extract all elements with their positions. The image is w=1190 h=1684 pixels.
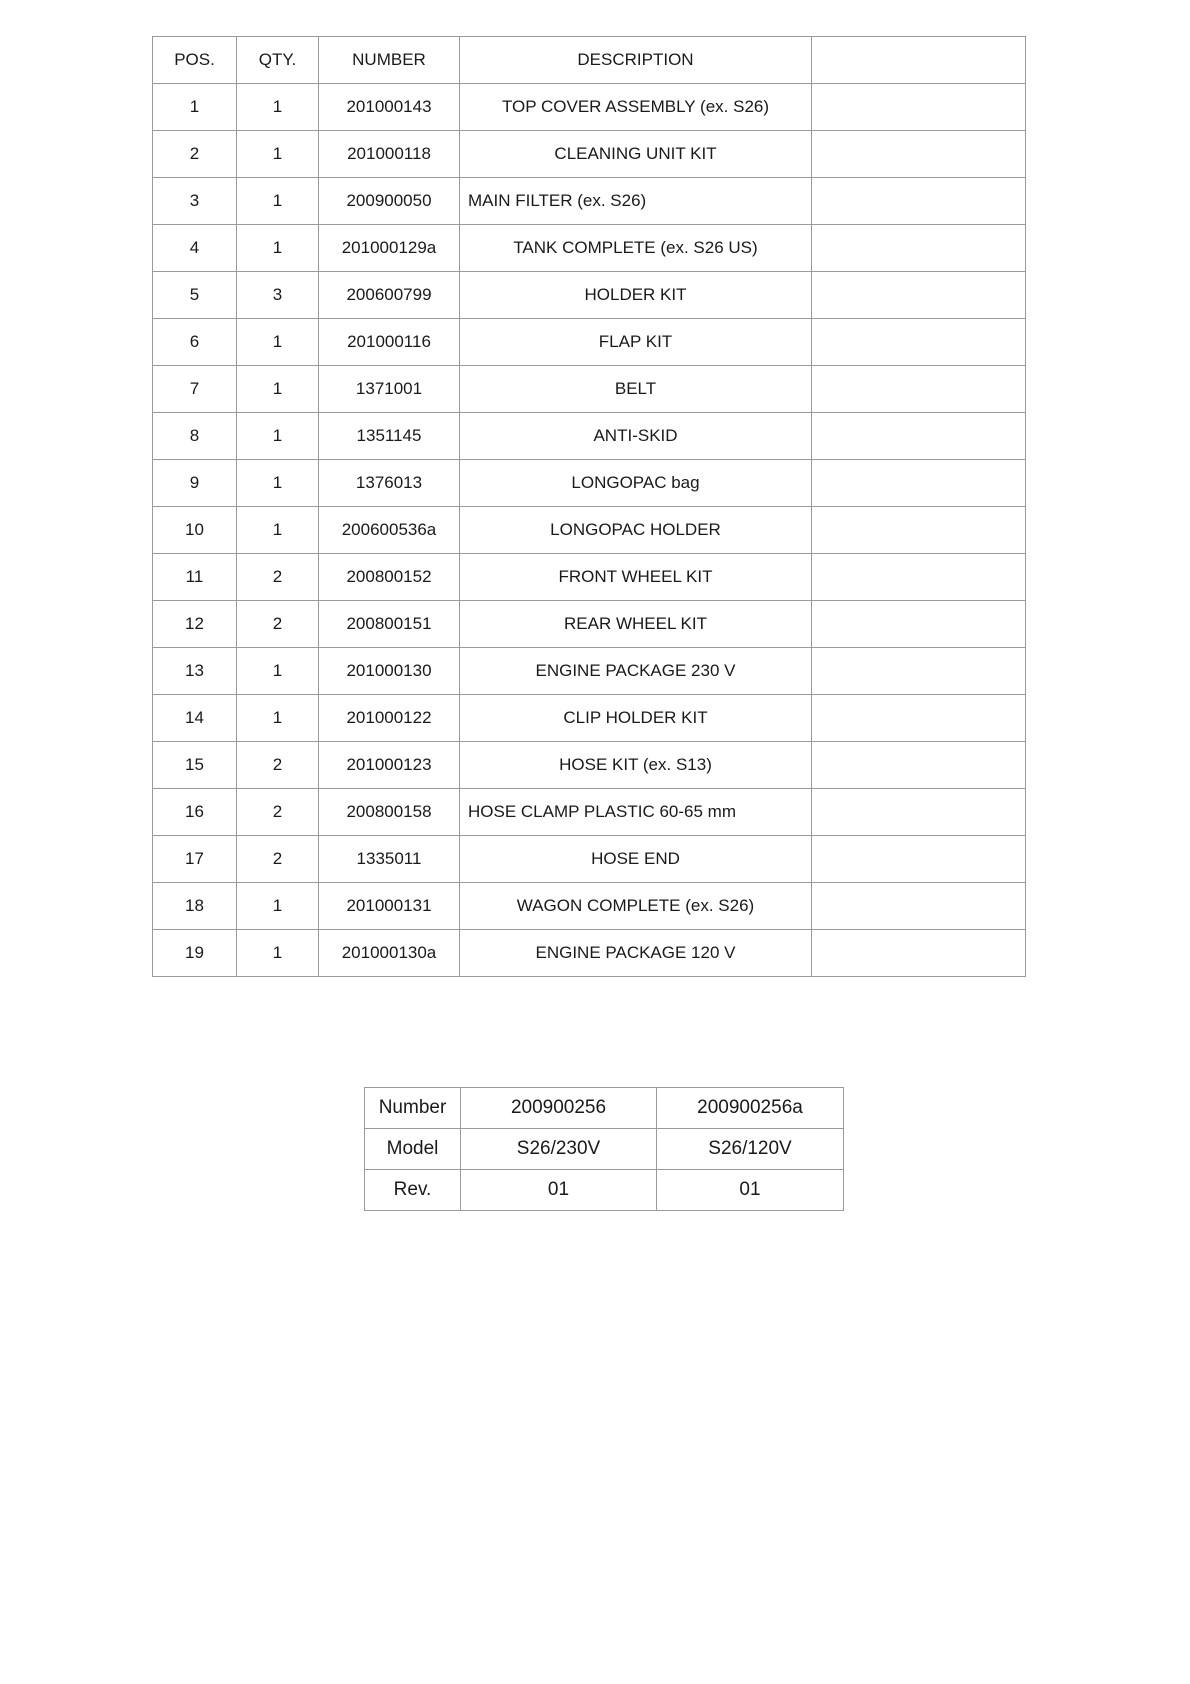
cell-blank	[812, 648, 1026, 695]
cell-blank	[812, 272, 1026, 319]
cell-pos: 1	[153, 84, 237, 131]
cell-number: 200900050	[319, 178, 460, 225]
info-row	[365, 1129, 844, 1170]
cell-blank	[812, 507, 1026, 554]
cell-pos: 12	[153, 601, 237, 648]
table-row	[153, 319, 1026, 366]
table-row	[153, 225, 1026, 272]
cell-blank	[812, 554, 1026, 601]
model-info-body	[365, 1088, 844, 1211]
cell-number: 1351145	[319, 413, 460, 460]
cell-number: 201000131	[319, 883, 460, 930]
cell-number: 201000129a	[319, 225, 460, 272]
table-row	[153, 366, 1026, 413]
cell-pos: 6	[153, 319, 237, 366]
cell-description: TOP COVER ASSEMBLY (ex. S26)	[460, 84, 812, 131]
cell-pos: 19	[153, 930, 237, 977]
cell-description: ENGINE PACKAGE 230 V	[460, 648, 812, 695]
cell-blank	[812, 883, 1026, 930]
table-row	[153, 648, 1026, 695]
model-info-table	[364, 1087, 844, 1211]
cell-qty: 1	[237, 84, 319, 131]
cell-number: 201000143	[319, 84, 460, 131]
cell-description: HOSE CLAMP PLASTIC 60-65 mm	[460, 789, 812, 836]
cell-number: 201000123	[319, 742, 460, 789]
cell-description: CLEANING UNIT KIT	[460, 131, 812, 178]
cell-description: BELT	[460, 366, 812, 413]
cell-number: 200800152	[319, 554, 460, 601]
cell-blank	[812, 601, 1026, 648]
cell-pos: 10	[153, 507, 237, 554]
table-row	[153, 272, 1026, 319]
cell-qty: 1	[237, 507, 319, 554]
cell-pos: 11	[153, 554, 237, 601]
cell-qty: 1	[237, 413, 319, 460]
header-number: NUMBER	[319, 37, 460, 84]
cell-qty: 3	[237, 272, 319, 319]
cell-blank	[812, 742, 1026, 789]
cell-description: HOLDER KIT	[460, 272, 812, 319]
table-row	[153, 460, 1026, 507]
cell-pos: 4	[153, 225, 237, 272]
cell-pos: 13	[153, 648, 237, 695]
cell-qty: 1	[237, 319, 319, 366]
info-row	[365, 1088, 844, 1129]
info-value: S26/120V	[657, 1129, 844, 1170]
header-qty: QTY.	[237, 37, 319, 84]
info-value: 200900256a	[657, 1088, 844, 1129]
table-row	[153, 789, 1026, 836]
cell-number: 201000116	[319, 319, 460, 366]
parts-list-table	[152, 36, 1026, 977]
cell-pos: 3	[153, 178, 237, 225]
cell-number: 201000118	[319, 131, 460, 178]
cell-number: 200800151	[319, 601, 460, 648]
info-label: Model	[365, 1129, 461, 1170]
cell-qty: 1	[237, 178, 319, 225]
cell-qty: 1	[237, 648, 319, 695]
table-row	[153, 930, 1026, 977]
cell-blank	[812, 131, 1026, 178]
cell-blank	[812, 836, 1026, 883]
table-row	[153, 84, 1026, 131]
cell-blank	[812, 789, 1026, 836]
cell-description: FRONT WHEEL KIT	[460, 554, 812, 601]
table-row	[153, 836, 1026, 883]
cell-description: LONGOPAC bag	[460, 460, 812, 507]
cell-blank	[812, 695, 1026, 742]
header-description: DESCRIPTION	[460, 37, 812, 84]
cell-number: 1376013	[319, 460, 460, 507]
cell-pos: 17	[153, 836, 237, 883]
cell-number: 201000122	[319, 695, 460, 742]
cell-number: 201000130	[319, 648, 460, 695]
info-label: Number	[365, 1088, 461, 1129]
cell-blank	[812, 366, 1026, 413]
table-row	[153, 507, 1026, 554]
cell-description: MAIN FILTER (ex. S26)	[460, 178, 812, 225]
info-value: 01	[461, 1170, 657, 1211]
cell-description: REAR WHEEL KIT	[460, 601, 812, 648]
header-pos: POS.	[153, 37, 237, 84]
cell-description: LONGOPAC HOLDER	[460, 507, 812, 554]
cell-description: WAGON COMPLETE (ex. S26)	[460, 883, 812, 930]
cell-qty: 2	[237, 789, 319, 836]
cell-qty: 2	[237, 836, 319, 883]
cell-pos: 14	[153, 695, 237, 742]
cell-qty: 1	[237, 131, 319, 178]
cell-number: 1335011	[319, 836, 460, 883]
header-blank	[812, 37, 1026, 84]
cell-description: CLIP HOLDER KIT	[460, 695, 812, 742]
cell-pos: 16	[153, 789, 237, 836]
cell-pos: 8	[153, 413, 237, 460]
cell-number: 201000130a	[319, 930, 460, 977]
cell-blank	[812, 84, 1026, 131]
cell-description: ENGINE PACKAGE 120 V	[460, 930, 812, 977]
cell-blank	[812, 319, 1026, 366]
table-row	[153, 695, 1026, 742]
cell-qty: 1	[237, 695, 319, 742]
table-row	[153, 178, 1026, 225]
cell-qty: 2	[237, 601, 319, 648]
table-row	[153, 131, 1026, 178]
info-label: Rev.	[365, 1170, 461, 1211]
cell-qty: 1	[237, 883, 319, 930]
cell-blank	[812, 930, 1026, 977]
cell-qty: 1	[237, 366, 319, 413]
cell-pos: 2	[153, 131, 237, 178]
cell-blank	[812, 225, 1026, 272]
cell-pos: 5	[153, 272, 237, 319]
table-row	[153, 413, 1026, 460]
info-value: S26/230V	[461, 1129, 657, 1170]
table-row	[153, 883, 1026, 930]
cell-pos: 7	[153, 366, 237, 413]
parts-table-header-row	[153, 37, 1026, 84]
cell-qty: 2	[237, 742, 319, 789]
cell-number: 200600536a	[319, 507, 460, 554]
cell-blank	[812, 460, 1026, 507]
cell-qty: 1	[237, 225, 319, 272]
cell-description: HOSE END	[460, 836, 812, 883]
cell-description: HOSE KIT (ex. S13)	[460, 742, 812, 789]
cell-number: 1371001	[319, 366, 460, 413]
cell-number: 200600799	[319, 272, 460, 319]
cell-pos: 9	[153, 460, 237, 507]
table-row	[153, 554, 1026, 601]
cell-blank	[812, 413, 1026, 460]
cell-description: ANTI-SKID	[460, 413, 812, 460]
info-value: 200900256	[461, 1088, 657, 1129]
cell-description: TANK COMPLETE (ex. S26 US)	[460, 225, 812, 272]
cell-blank	[812, 178, 1026, 225]
info-value: 01	[657, 1170, 844, 1211]
parts-table-body	[153, 84, 1026, 977]
cell-qty: 1	[237, 460, 319, 507]
cell-description: FLAP KIT	[460, 319, 812, 366]
cell-qty: 2	[237, 554, 319, 601]
table-row	[153, 601, 1026, 648]
table-row	[153, 742, 1026, 789]
info-row	[365, 1170, 844, 1211]
cell-pos: 18	[153, 883, 237, 930]
cell-number: 200800158	[319, 789, 460, 836]
cell-pos: 15	[153, 742, 237, 789]
cell-qty: 1	[237, 930, 319, 977]
